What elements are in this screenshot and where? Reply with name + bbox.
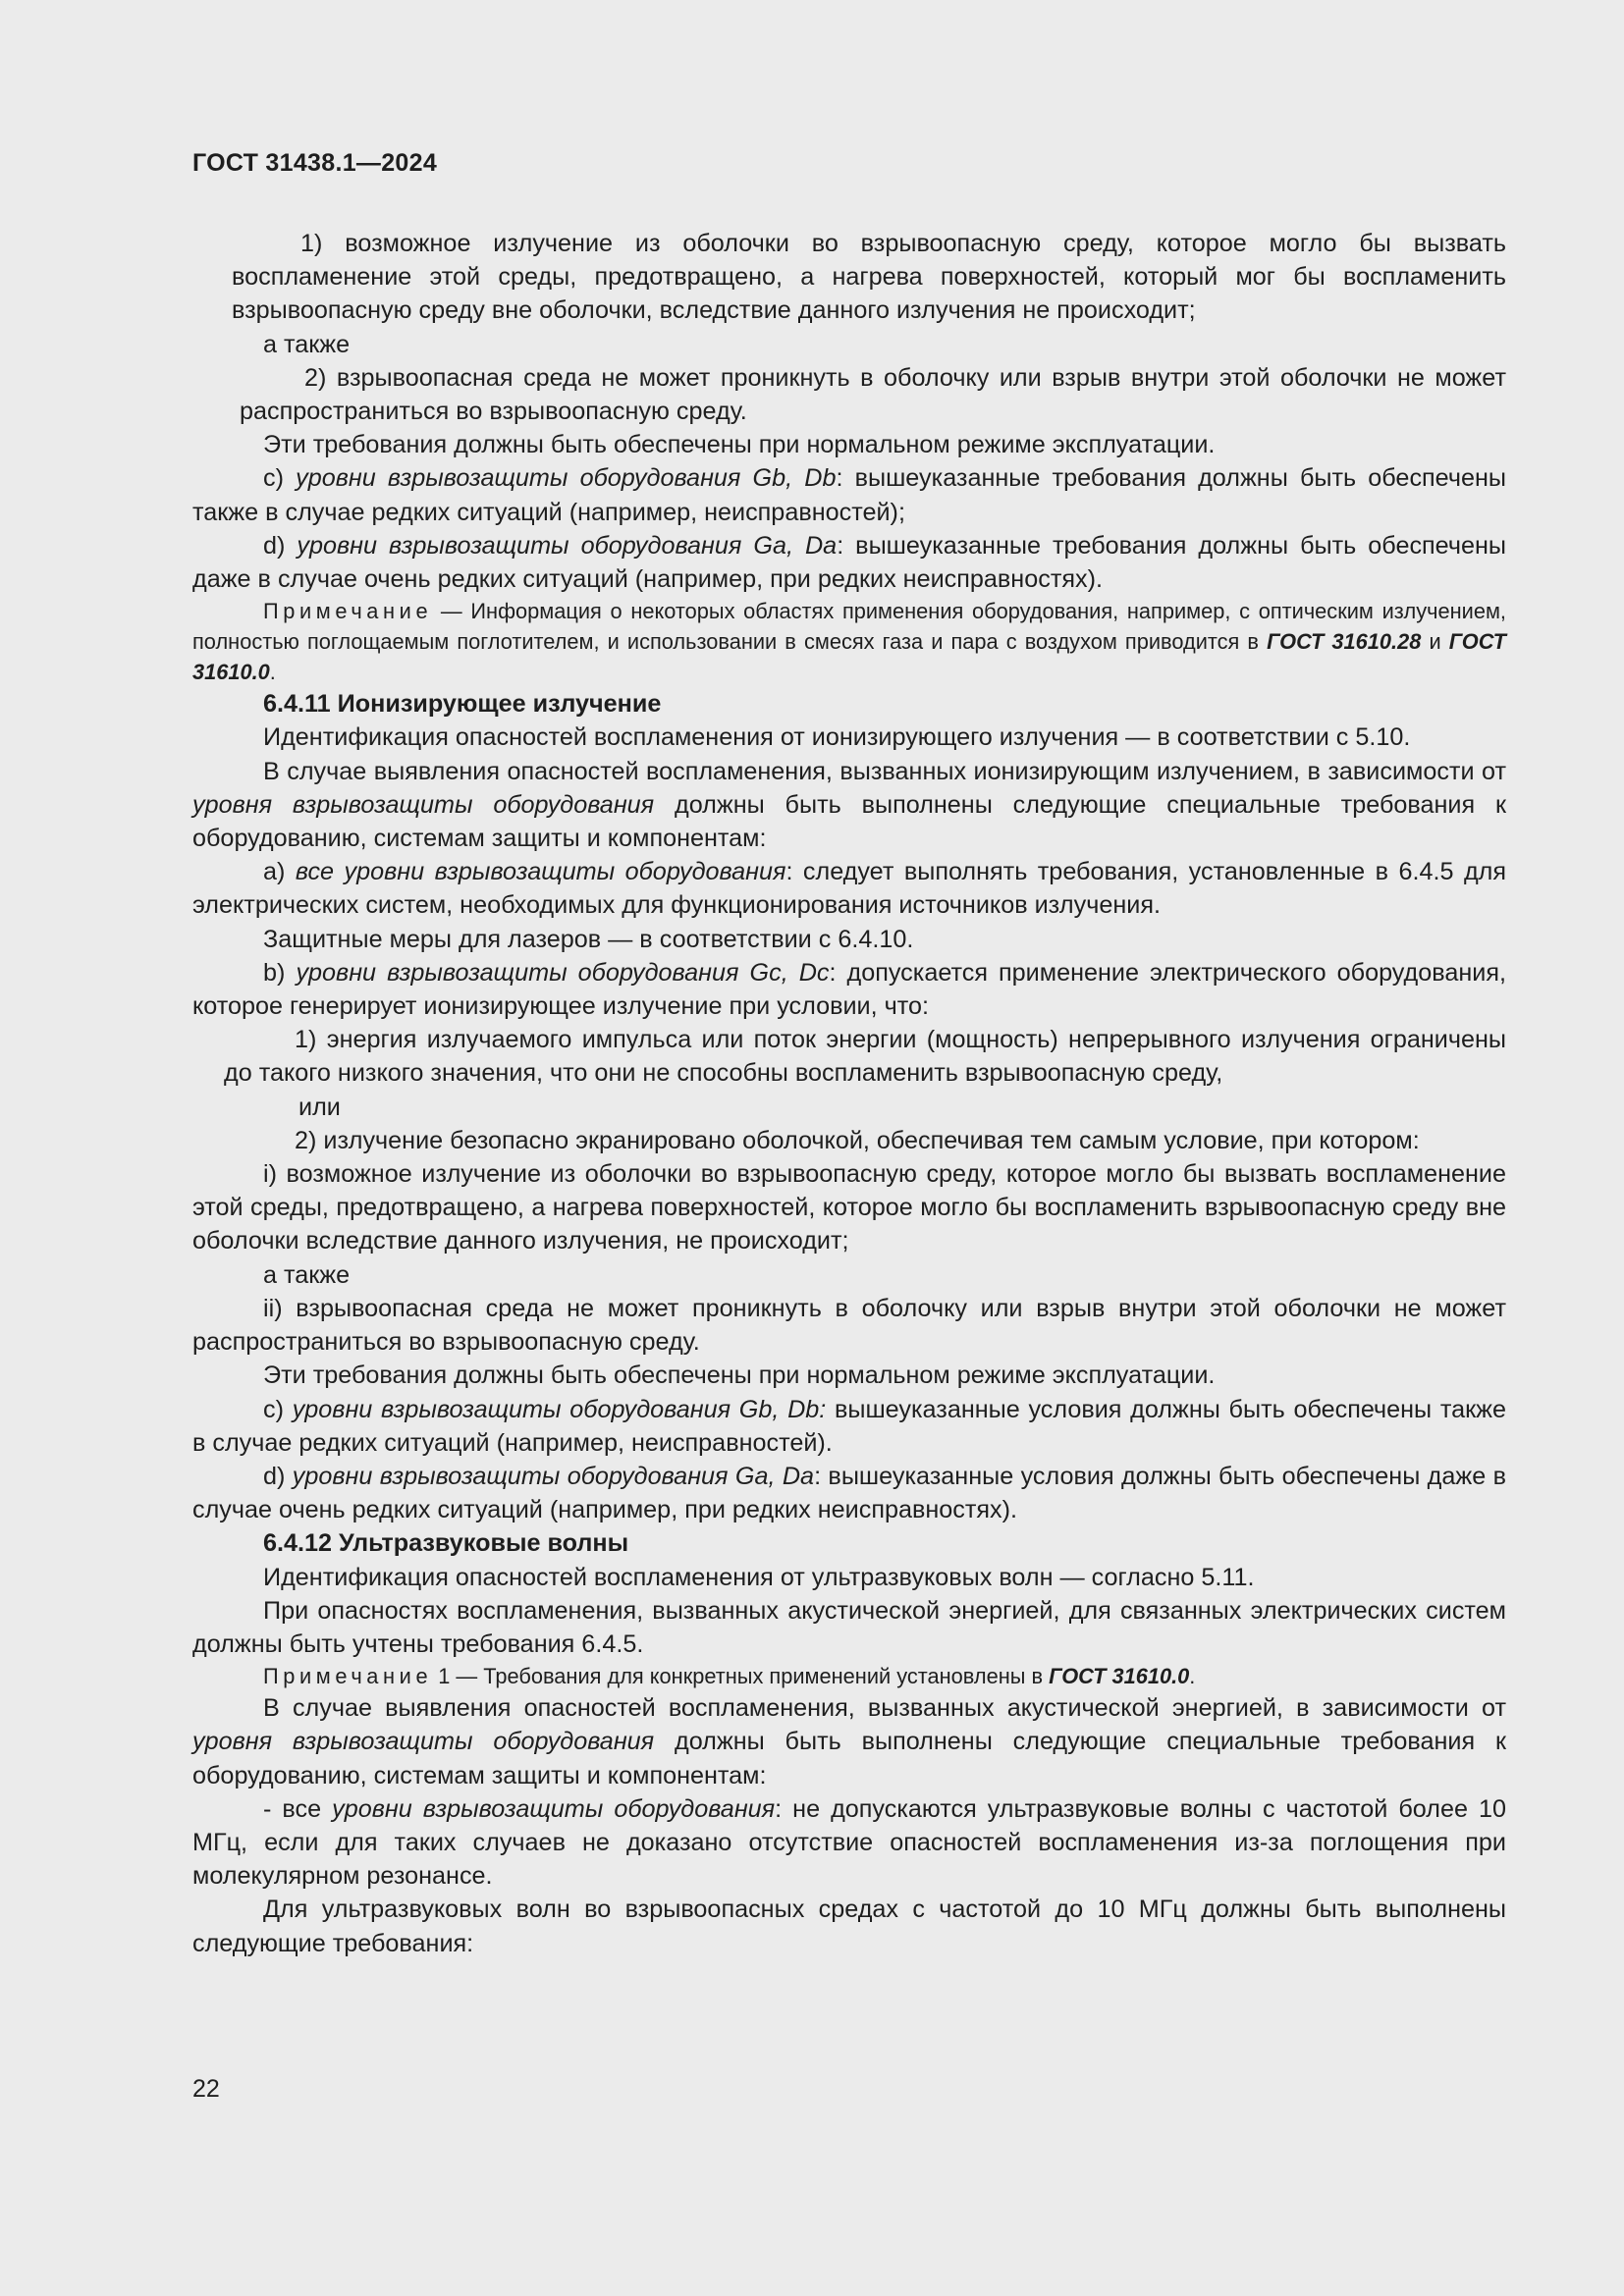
section-heading-6-4-12: 6.4.12 Ультразвуковые волны: [263, 1529, 629, 1558]
list-number: 2): [295, 1126, 317, 1154]
note-text: — Информация о некоторых областях применения оборудования, например, с оптическим излучением, полностью поглощаемым поглотителем, и использовании в смесях газа и пара с воздухом приводится в: [192, 599, 1506, 655]
conjunction-text: а также: [263, 330, 351, 358]
paragraph-text: В случае выявления опасностей воспламенения, вызванных акустической энергией, в зависимости от: [263, 1694, 1506, 1723]
note-label: Примечание: [263, 599, 433, 624]
list-item-text: : вышеуказанные требования должны быть обеспечены также в случае редких ситуаций (например, неисправностей);: [192, 464, 1506, 526]
list-item-text: : вышеуказанные требования должны быть обеспечены даже в случае очень редких ситуаций (например, при редких неисправностях).: [192, 531, 1506, 594]
list-number: i): [263, 1160, 277, 1189]
list-item-text: излучение безопасно экранировано оболочкой, обеспечивая тем самым условие, при котором:: [323, 1126, 1420, 1154]
list-number: 1): [295, 1026, 317, 1054]
standard-reference: ГОСТ 31610.0: [192, 629, 1506, 685]
page-number: 22: [192, 2075, 220, 2103]
list-dash: -: [263, 1794, 272, 1823]
list-item-d: [192, 529, 1506, 596]
list-item-d: [192, 1460, 1506, 1526]
paragraph: Идентификация опасностей воспламенения от ионизирующего излучения — в соответствии с 5.10.: [263, 723, 1411, 752]
paragraph-text: должны быть выполнены следующие специальные требования к оборудованию, системам защиты и компонентам:: [192, 790, 1506, 853]
page-content: [192, 227, 1506, 1960]
paragraph-text: В случае выявления опасностей воспламенения, вызванных ионизирующим излучением, в зависимости от: [263, 757, 1506, 785]
list-item-b: [192, 956, 1506, 1023]
paragraph-text: должны быть выполнены следующие специальные требования к оборудованию, системам защиты и компонентам:: [192, 1728, 1506, 1789]
italic-term: уровни взрывозащиты оборудования Gb, Db: [296, 464, 837, 493]
list-label: d): [263, 531, 286, 560]
italic-term: уровни взрывозащиты оборудования Ga, Da: [297, 531, 838, 560]
list-item-text: вышеуказанные условия должны быть обеспечены также в случае редких ситуаций (например, неисправностей).: [192, 1395, 1506, 1457]
paragraph: [192, 755, 1506, 856]
paragraph: Защитные меры для лазеров — в соответствии с 6.4.10.: [263, 925, 914, 953]
note-2: [192, 1661, 1506, 1691]
standard-reference: ГОСТ 31610.0: [1049, 1664, 1190, 1689]
list-item-ii: [192, 1292, 1506, 1359]
list-item-text: : вышеуказанные условия должны быть обеспечены даже в случае очень редких ситуаций (например, при редких неисправностях).: [192, 1462, 1506, 1524]
list-number: 1): [300, 230, 323, 257]
list-label: c): [263, 464, 284, 493]
paragraph: Идентификация опасностей воспламенения от ультразвуковых волн — согласно 5.11.: [263, 1563, 1255, 1591]
list-item-2: [192, 361, 1506, 428]
list-number: 2): [304, 363, 327, 392]
list-label: а): [263, 858, 286, 886]
list-item-text: взрывоопасная среда не может проникнуть в оболочку или взрыв внутри этой оболочки не может распространиться во взрывоопасную среду.: [240, 363, 1506, 426]
paragraph: Эти требования должны быть обеспечены при нормальном режиме эксплуатации.: [263, 1362, 1216, 1390]
note-text: .: [1189, 1664, 1196, 1689]
note-text: 1 — Требования для конкретных применений установлены в: [432, 1664, 1050, 1689]
list-item-c: [192, 1393, 1506, 1460]
list-item-dash: [192, 1792, 1506, 1894]
list-item-i: [192, 1157, 1506, 1258]
document-header: ГОСТ 31438.1—2024: [192, 149, 438, 177]
paragraph: При опасностях воспламенения, вызванных акустической энергией, для связанных электрических систем должны быть учтены требования 6.4.5.: [192, 1596, 1506, 1658]
standard-reference: ГОСТ 31610.28: [1267, 629, 1422, 655]
list-number: ii): [263, 1294, 283, 1322]
italic-term: уровни взрывозащиты оборудования Gc, Dc: [296, 958, 830, 987]
list-item-a: [192, 855, 1506, 922]
list-item-text: : не допускаются ультразвуковые волны с частотой более 10 МГц, если для таких случаев не доказано отсутствие опасностей воспламенения из-за поглощения при молекулярном резонансе.: [192, 1794, 1506, 1891]
italic-term: уровня взрывозащиты оборудования: [192, 790, 655, 819]
conjunction-text: а также: [263, 1260, 351, 1289]
section-heading-6-4-11: 6.4.11 Ионизирующее излучение: [263, 690, 662, 719]
paragraph: Эти требования должны быть обеспечены при нормальном режиме эксплуатации.: [263, 431, 1216, 459]
italic-term: уровни взрывозащиты оборудования Ga, Da: [292, 1462, 815, 1490]
italic-term: уровни взрывозащиты оборудования Gb, Db:: [292, 1395, 827, 1423]
list-item-b2: [192, 1124, 1506, 1157]
paragraph: Для ультразвуковых волн во взрывоопасных средах с частотой до 10 МГц должны быть выполнены следующие требования:: [192, 1896, 1506, 1957]
list-item-text: возможное излучение из оболочки во взрывоопасную среду, которое могло бы вызвать воспламенение этой среды, предотвращено, а нагрева поверхностей, которое могло бы воспламенить взрывоопасную среду вне оболочки вследствие данного излучения, не происходит;: [192, 1160, 1507, 1255]
list-label: c): [263, 1395, 284, 1423]
list-item-text: возможное излучение из оболочки во взрывоопасную среду, которое могло бы вызвать воспламенение этой среды, предотвращено, а нагрева поверхностей, который мог бы воспламенить взрывоопасную среду вне оболочки, вследствие данного излучения не происходит;: [232, 230, 1507, 325]
note-1: [192, 596, 1506, 687]
list-item-b1: [192, 1023, 1506, 1090]
italic-term: все уровни взрывозащиты оборудования: [295, 858, 786, 886]
list-item-text: энергия излучаемого импульса или поток энергии (мощность) непрерывного излучения ограничены до такого низкого значения, что они не способны воспламенить взрывоопасную среду,: [224, 1026, 1507, 1088]
note-text: и: [1421, 629, 1449, 655]
list-item-1: [192, 227, 1506, 328]
list-item-text: : допускается применение электрического оборудования, которое генерирует ионизирующее излучение при условии, что:: [192, 958, 1506, 1021]
italic-term: уровни взрывозащиты оборудования: [332, 1794, 776, 1823]
note-text: .: [269, 660, 276, 685]
paragraph: [192, 1691, 1506, 1792]
list-label: d): [263, 1462, 286, 1490]
italic-term: уровня взрывозащиты оборудования: [192, 1728, 655, 1756]
list-label: b): [263, 958, 286, 987]
list-item-text: : следует выполнять требования, установленные в 6.4.5 для электрических систем, необходимых для функционирования источников излучения.: [192, 858, 1507, 920]
conjunction-text: или: [298, 1093, 341, 1121]
note-label: Примечание: [263, 1664, 433, 1689]
list-item-c: [192, 461, 1506, 528]
list-item-text: взрывоопасная среда не может проникнуть в оболочку или взрыв внутри этой оболочки не может распространиться во взрывоопасную среду.: [192, 1294, 1506, 1357]
list-item-text: все: [282, 1794, 333, 1823]
